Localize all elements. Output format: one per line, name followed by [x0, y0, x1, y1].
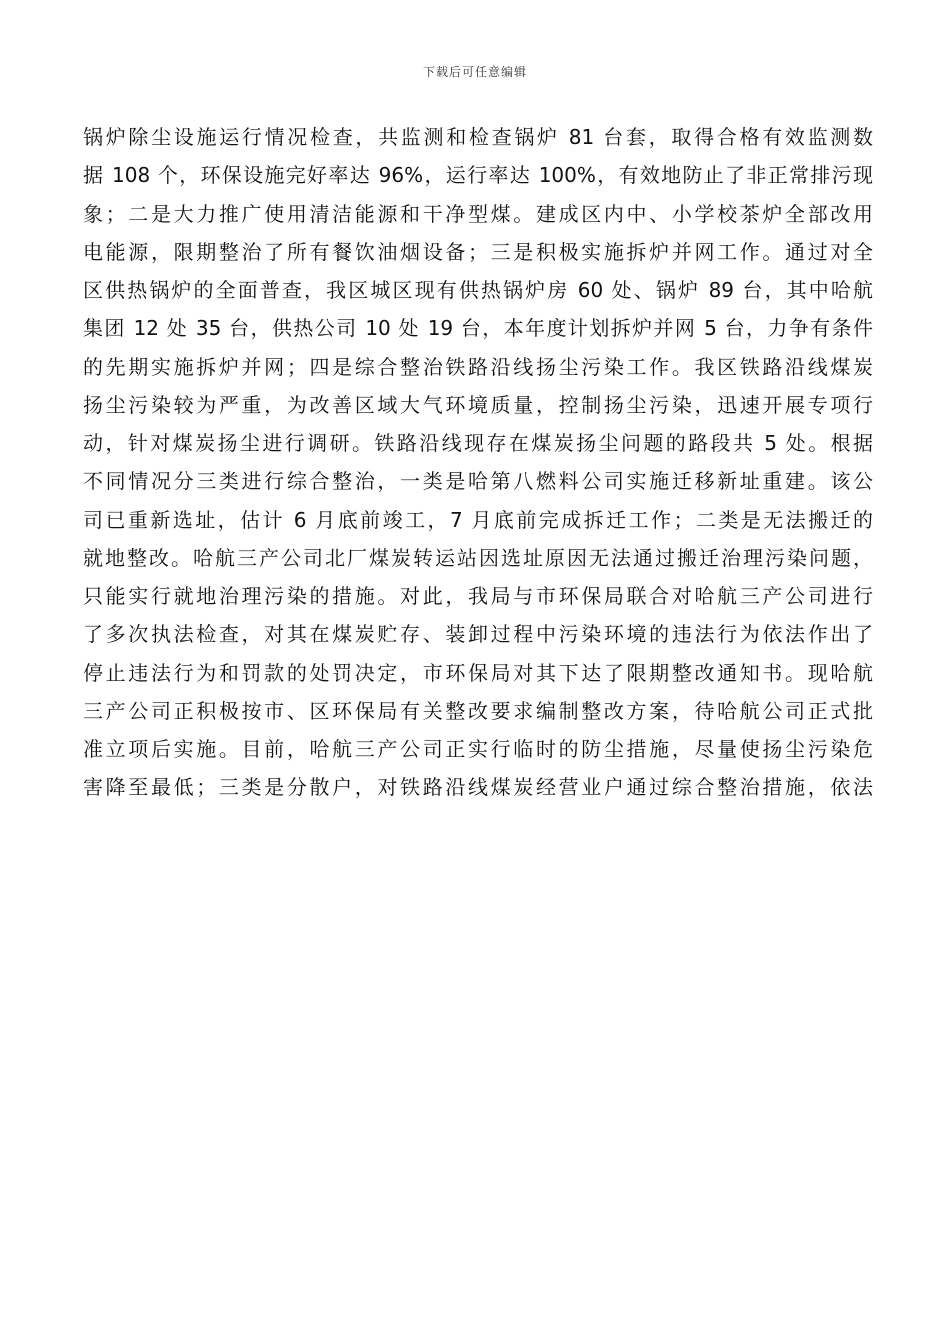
text-line: 的先期实施拆炉并网；四是综合整治铁路沿线扬尘污染工作。我区铁路沿线煤炭 [83, 354, 873, 379]
text-line: 只能实行就地治理污染的措施。对此，我局与市环保局联合对哈航三产公司进行 [83, 584, 873, 608]
text-line: 就地整改。哈航三产公司北厂煤炭转运站因选址原因无法通过搬迁治理污染问题， [83, 545, 873, 570]
text-line: 了多次执法检查，对其在煤炭贮存、装卸过程中污染环境的违法行为依法作出了 [83, 622, 873, 647]
text-line: 电能源，限期整治了所有餐饮油烟设备；三是积极实施拆炉并网工作。通过对全 [83, 239, 873, 264]
page-header: 下载后可任意编辑 [422, 65, 527, 79]
text-line: 据 108 个，环保设施完好率达 96%，运行率达 100%，有效地防止了非正常排污现 [83, 163, 873, 188]
text-line: 准立项后实施。目前，哈航三产公司正实行临时的防尘措施，尽量使扬尘污染危 [83, 737, 873, 761]
text-line: 停止违法行为和罚款的处罚决定，市环保局对其下达了限期整改通知书。现哈航 [83, 660, 873, 685]
text-line: 扬尘污染较为严重，为改善区域大气环境质量，控制扬尘污染，迅速开展专项行 [83, 392, 873, 417]
text-line: 动，针对煤炭扬尘进行调研。铁路沿线现存在煤炭扬尘问题的路段共 5 处。根据 [83, 431, 873, 455]
text-line: 集团 12 处 35 台，供热公司 10 处 19 台，本年度计划拆炉并网 5 台，力争有条件 [83, 316, 873, 341]
text-line: 三产公司正积极按市、区环保局有关整改要求编制整改方案，待哈航公司正式批 [83, 698, 873, 723]
text-line: 司已重新选址，估计 6 月底前竣工，7 月底前完成拆迁工作；二类是无法搬迁的 [83, 507, 873, 532]
text-line: 不同情况分三类进行综合整治，一类是哈第八燃料公司实施迁移新址重建。该公 [83, 469, 873, 494]
body-text [83, 118, 873, 807]
text-line: 锅炉除尘设施运行情况检查，共监测和检查锅炉 81 台套，取得合格有效监测数 [83, 125, 873, 149]
text-line: 区供热锅炉的全面普查，我区城区现有供热锅炉房 60 处、锅炉 89 台，其中哈航 [83, 278, 873, 302]
text-line: 象；二是大力推广使用清洁能源和干净型煤。建成区内中、小学校茶炉全部改用 [83, 201, 873, 226]
text-line: 害降至最低；三类是分散户，对铁路沿线煤炭经营业户通过综合整治措施，依法 [83, 775, 873, 800]
